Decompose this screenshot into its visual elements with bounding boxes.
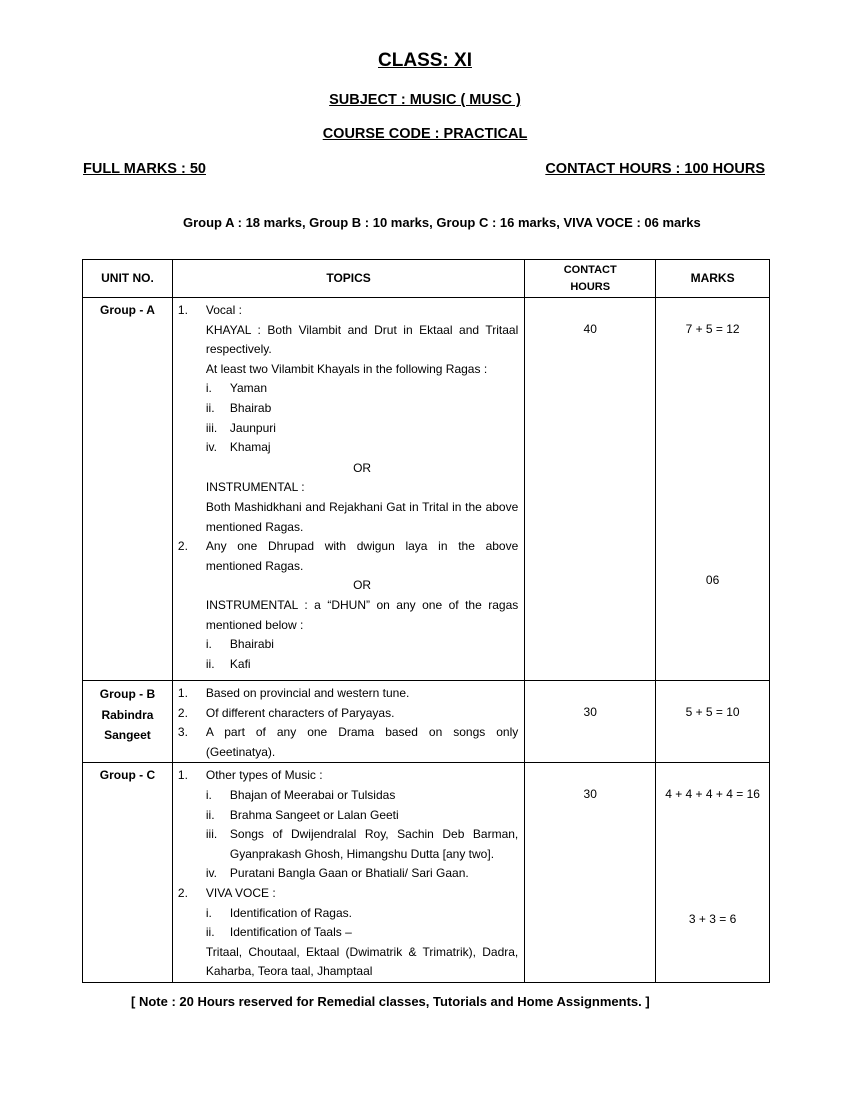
marks-group-c: [656, 763, 770, 983]
unit-group-c: Group - C: [83, 763, 173, 983]
raga-item: Kafi: [229, 656, 251, 671]
hours-value: 30: [583, 705, 597, 719]
item-number: 3.: [177, 725, 188, 740]
raga-item: Khamaj: [229, 440, 271, 455]
instrumental-label: INSTRUMENTAL :: [205, 480, 305, 495]
list-item-number: iv.: [205, 440, 217, 455]
footer-note: [ Note : 20 Hours reserved for Remedial classes, Tutorials and Home Assignments. ]: [131, 994, 650, 1009]
marks-group-b: [656, 681, 770, 763]
table-row-group-c: [83, 763, 770, 983]
topics-group-b: [172, 681, 524, 763]
topic-item: A part of any one Drama based on songs only (Geetinatya).: [205, 725, 519, 759]
unit-line: Sangeet: [104, 728, 151, 742]
raga-item: Bhairab: [229, 400, 272, 415]
list-item-number: ii.: [205, 925, 215, 940]
hours-group-c: [525, 763, 656, 983]
unit-group-a: Group - A: [83, 298, 173, 681]
hours-group-b: [525, 681, 656, 763]
topic-item: Of different characters of Paryayas.: [205, 705, 395, 720]
item-number: 2.: [177, 705, 188, 720]
music-item: Brahma Sangeet or Lalan Geeti: [229, 807, 399, 822]
header-contact-hours: CONTACT HOURS: [525, 260, 656, 298]
unit-line: Rabindra: [101, 707, 154, 722]
other-music-label: Other types of Music :: [205, 768, 323, 783]
marks-value: 4 + 4 + 4 + 4 = 16: [665, 787, 760, 802]
gat-text: Both Mashidkhani and Rejakhani Gat in Trital in the above mentioned Ragas.: [205, 499, 519, 534]
viva-item: Identification of Taals –: [229, 925, 352, 940]
list-item-number: i.: [205, 637, 212, 652]
marks-group-a: [656, 298, 770, 681]
list-item-number: ii.: [205, 656, 215, 671]
table-row-group-b: [83, 681, 770, 763]
viva-voce-label: VIVA VOCE :: [205, 885, 276, 900]
marks-value: 3 + 3 = 6: [688, 912, 737, 927]
item-number: 1.: [177, 768, 188, 783]
group-marks-summary: Group A : 18 marks, Group B : 10 marks, Group C : 16 marks, VIVA VOCE : 06 marks: [183, 215, 701, 230]
khayal-text: KHAYAL : Both Vilambit and Drut in Ektaal and Tritaal respectively.: [205, 322, 519, 357]
marks-value: 5 + 5 = 10: [685, 705, 740, 719]
header-unit: UNIT NO.: [83, 260, 173, 298]
dhrupad-text: Any one Dhrupad with dwigun laya in the above mentioned Ragas.: [205, 539, 519, 573]
hours-group-a: [525, 298, 656, 681]
topics-group-a: [172, 298, 524, 681]
header-topics: TOPICS: [172, 260, 524, 298]
hours-value: 30: [583, 787, 597, 802]
raga-item: Yaman: [229, 381, 268, 396]
music-item: Songs of Dwijendralal Roy, Sachin Deb Barman, Gyanprakash Ghosh, Himangshu Dutta [any two].: [229, 827, 519, 861]
vocal-label: Vocal :: [205, 303, 242, 317]
list-item-number: ii.: [205, 807, 215, 822]
list-item-number: iv.: [205, 866, 217, 881]
table-row-group-a: [83, 298, 770, 681]
marks-value: 06: [705, 573, 720, 587]
course-code: COURSE CODE : PRACTICAL: [322, 126, 528, 142]
item-number: 2.: [177, 539, 188, 554]
marks-value: 7 + 5 = 12: [685, 322, 740, 336]
hours-value: 40: [583, 322, 597, 336]
list-item-number: i.: [205, 381, 212, 396]
music-item: Bhajan of Meerabai or Tulsidas: [229, 787, 396, 802]
contact-hours: CONTACT HOURS : 100 HOURS: [545, 161, 765, 177]
item-number: 1.: [177, 686, 188, 700]
subject-title: SUBJECT : MUSIC ( MUSC ): [329, 92, 521, 108]
or-separator: OR: [353, 578, 372, 593]
list-item-number: i.: [205, 787, 212, 802]
list-item-number: iii.: [205, 420, 218, 435]
unit-line: Group - B: [99, 687, 156, 701]
table-header-row: [83, 260, 770, 298]
list-item-number: iii.: [205, 827, 218, 842]
item-number: 2.: [177, 885, 188, 900]
raga-item: Jaunpuri: [229, 420, 276, 435]
list-item-number: i.: [205, 905, 212, 920]
item-number: 1.: [177, 303, 188, 317]
music-item: Puratani Bangla Gaan or Bhatiali/ Sari Gaan.: [229, 866, 469, 881]
full-marks: FULL MARKS : 50: [83, 161, 206, 177]
unit-group-b: [83, 681, 173, 763]
syllabus-table: [82, 259, 770, 983]
atleast-text: At least two Vilambit Khayals in the following Ragas :: [205, 361, 488, 376]
topics-group-c: [172, 763, 524, 983]
class-title: CLASS: XI: [378, 50, 472, 71]
raga-item: Bhairabi: [229, 637, 274, 652]
list-item-number: ii.: [205, 400, 215, 415]
taals-text: Tritaal, Choutaal, Ektaal (Dwimatrik & Trimatrik), Dadra, Kaharba, Teora taal, Jhamptaal: [205, 944, 519, 979]
or-separator: OR: [353, 460, 372, 475]
viva-item: Identification of Ragas.: [229, 905, 352, 920]
header-marks: MARKS: [656, 260, 770, 298]
topic-item: Based on provincial and western tune.: [205, 686, 410, 700]
dhun-text: INSTRUMENTAL : a “DHUN” on any one of the ragas mentioned below :: [205, 597, 519, 632]
